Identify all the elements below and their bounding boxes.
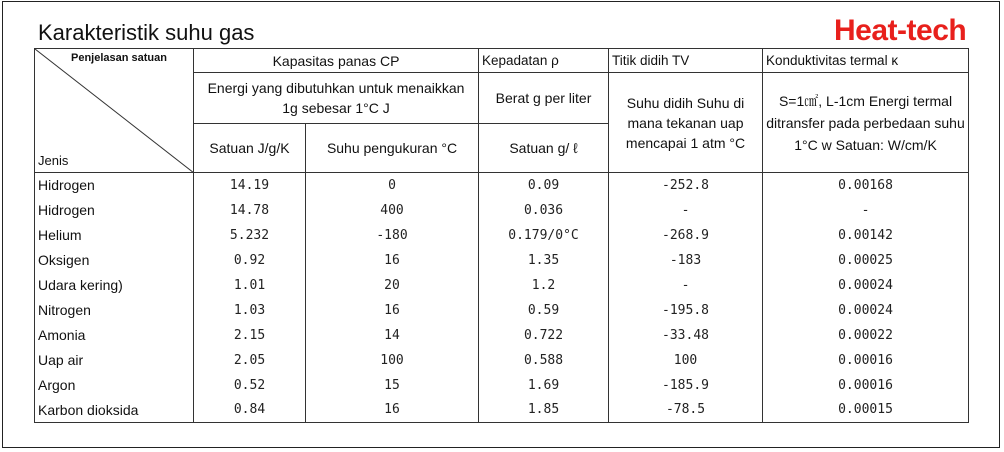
cell-density: 0.179/0°C [479,223,609,248]
cell-conductivity: 0.00142 [763,223,969,248]
corner-header-cell [35,49,194,173]
cell-temp: 16 [306,298,479,323]
desc-density: Berat g per liter [479,73,609,124]
cell-conductivity: 0.00024 [763,298,969,323]
table-row [35,398,969,423]
cell-conductivity: 0.00168 [763,173,969,198]
cell-temp: -180 [306,223,479,248]
cell-temp: 16 [306,398,479,423]
cell-boiling: -183 [609,248,763,273]
cell-boiling: - [609,273,763,298]
cell-boiling: -185.9 [609,373,763,398]
cell-temp: 15 [306,373,479,398]
desc-cp: Energi yang dibutuhkan untuk menaikkan 1g sebesar 1°C J [194,73,479,124]
cell-cp: 1.01 [194,273,306,298]
unit-cp-temp: Suhu pengukuran °C [306,124,479,173]
cell-boiling: -268.9 [609,223,763,248]
cell-temp: 400 [306,198,479,223]
cell-cp: 14.19 [194,173,306,198]
unit-density: Satuan g/ ℓ [479,124,609,173]
cell-cp: 2.15 [194,323,306,348]
cell-boiling: -78.5 [609,398,763,423]
cell-cp: 0.92 [194,248,306,273]
header-cp: Kapasitas panas CP [194,49,479,73]
cell-cp: 0.52 [194,373,306,398]
table-row [35,323,969,348]
table-row [35,298,969,323]
header-density: Kepadatan ρ [479,49,609,73]
table-row [35,273,969,298]
cell-cp: 14.78 [194,198,306,223]
cell-gas: Karbon dioksida [35,398,194,423]
cell-gas: Nitrogen [35,298,194,323]
cell-density: 0.09 [479,173,609,198]
brand-logo: Heat-tech [834,14,967,47]
gas-properties-table [34,48,969,423]
cell-gas: Helium [35,223,194,248]
table-row [35,373,969,398]
cell-boiling: - [609,198,763,223]
desc-boiling: Suhu didih Suhu di mana tekanan uap mencapai 1 atm °C [609,73,763,173]
cell-density: 1.35 [479,248,609,273]
cell-gas: Argon [35,373,194,398]
cell-gas: Uap air [35,348,194,373]
cell-density: 1.69 [479,373,609,398]
desc-conductivity: S=1㎠, L-1cm Energi termal ditransfer pada perbedaan suhu 1°C w Satuan: W/cm/K [763,73,969,173]
cell-gas: Udara kering) [35,273,194,298]
cell-density: 1.2 [479,273,609,298]
cell-conductivity: 0.00022 [763,323,969,348]
cell-cp: 5.232 [194,223,306,248]
cell-gas: Oksigen [35,248,194,273]
cell-density: 0.036 [479,198,609,223]
cell-density: 1.85 [479,398,609,423]
cell-conductivity: 0.00024 [763,273,969,298]
cell-conductivity: 0.00016 [763,373,969,398]
cell-cp: 1.03 [194,298,306,323]
cell-conductivity: 0.00015 [763,398,969,423]
cell-density: 0.59 [479,298,609,323]
cell-boiling: -33.48 [609,323,763,348]
cell-cp: 0.84 [194,398,306,423]
cell-conductivity: 0.00016 [763,348,969,373]
cell-boiling: -252.8 [609,173,763,198]
cell-conductivity: - [763,198,969,223]
cell-temp: 16 [306,248,479,273]
cell-density: 0.722 [479,323,609,348]
corner-top-label: Penjelasan satuan [71,52,167,64]
unit-cp: Satuan J/g/K [194,124,306,173]
header-conductivity: Konduktivitas termal κ [763,49,969,73]
corner-bottom-label: Jenis [38,153,69,168]
header-boiling: Titik didih TV [609,49,763,73]
cell-temp: 14 [306,323,479,348]
cell-cp: 2.05 [194,348,306,373]
cell-density: 0.588 [479,348,609,373]
cell-boiling: 100 [609,348,763,373]
table-row [35,223,969,248]
cell-temp: 100 [306,348,479,373]
page-title: Karakteristik suhu gas [38,20,255,45]
cell-boiling: -195.8 [609,298,763,323]
table-row [35,173,969,198]
cell-temp: 20 [306,273,479,298]
cell-temp: 0 [306,173,479,198]
table-row [35,198,969,223]
cell-gas: Hidrogen [35,198,194,223]
cell-gas: Hidrogen [35,173,194,198]
table-row [35,248,969,273]
cell-conductivity: 0.00025 [763,248,969,273]
cell-gas: Amonia [35,323,194,348]
table-row [35,348,969,373]
